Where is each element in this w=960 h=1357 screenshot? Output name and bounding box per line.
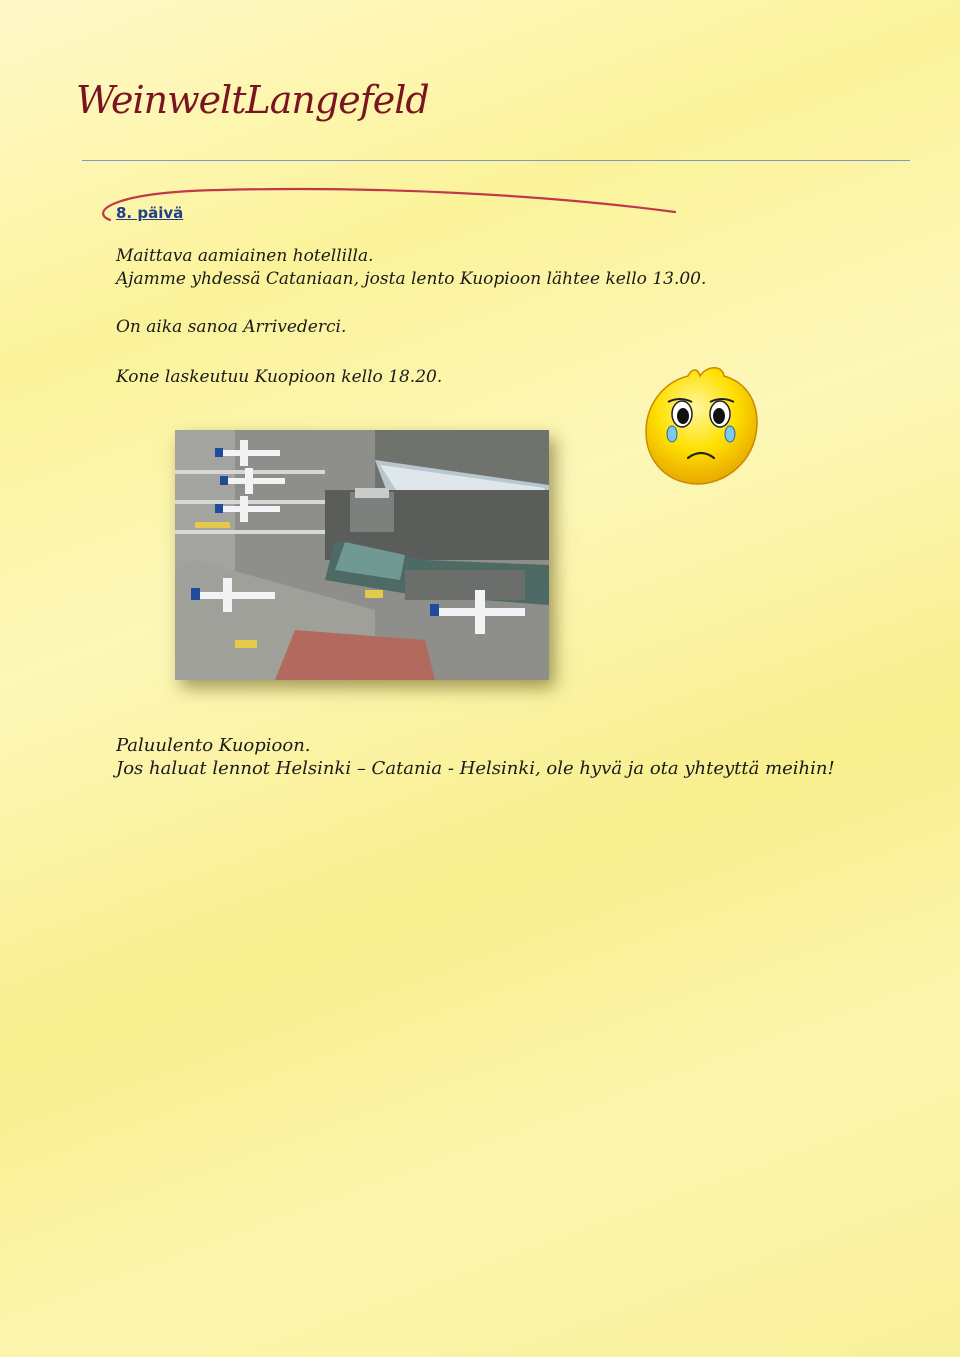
- header-divider: [82, 160, 910, 161]
- contact-line: Jos haluat lennot Helsinki – Catania - Helsinki, ole hyvä ja ota yhteyttä meihin!: [116, 758, 835, 779]
- day-heading: 8. päivä: [116, 204, 184, 222]
- breakfast-text: Maittava aamiainen hotellilla.: [116, 246, 374, 266]
- brand-logo: [76, 78, 429, 150]
- return-flight-line: Paluulento Kuopioon.: [116, 735, 311, 756]
- crying-face-icon: [640, 362, 760, 486]
- airport-aerial-photo: [175, 430, 549, 680]
- farewell-text: On aika sanoa Arrivederci.: [116, 317, 347, 337]
- brand-logo-text: WeinweltLangefeld: [76, 78, 429, 122]
- return-flight-text: [116, 734, 876, 780]
- landing-text: Kone laskeutuu Kuopioon kello 18.20.: [116, 367, 443, 387]
- departure-text: Ajamme yhdessä Cataniaan, josta lento Kuopioon lähtee kello 13.00.: [116, 269, 707, 289]
